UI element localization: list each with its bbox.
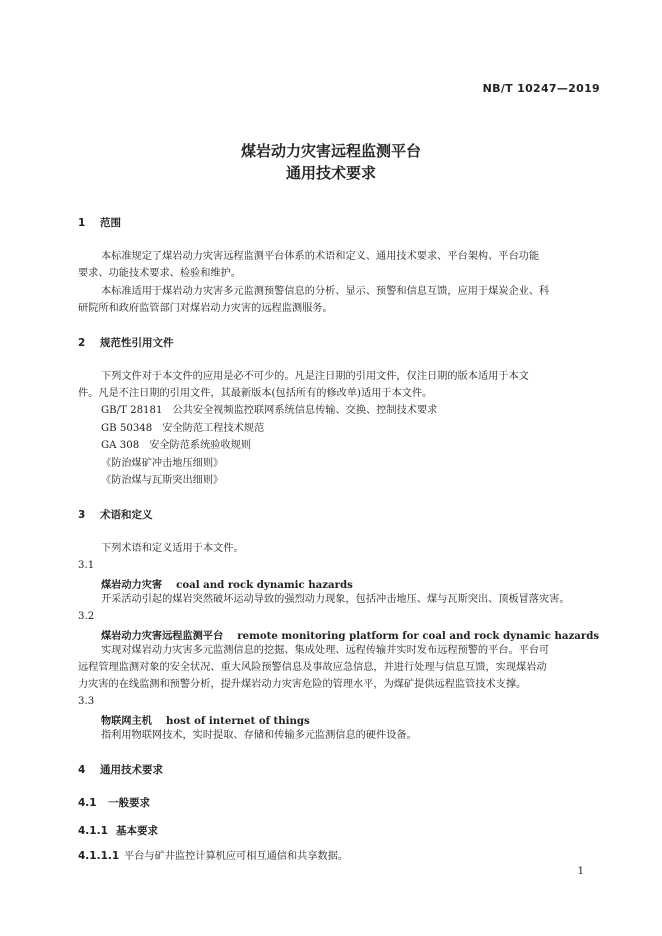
reference-item <box>101 437 251 454</box>
term-en: coal and rock dynamic hazards <box>176 579 353 591</box>
term-en: host of internet of things <box>165 715 310 727</box>
term-3-1 <box>101 576 353 591</box>
term-number: 3.2 <box>78 611 95 622</box>
term-3-3 <box>101 712 310 727</box>
section-4-1-1-heading <box>78 823 158 838</box>
reference-title: 安全防范工程技术规范 <box>162 423 265 434</box>
document-title-line2: 通用技术要求 <box>285 164 376 182</box>
section-title: 一般要求 <box>108 797 150 809</box>
term-number: 3.1 <box>78 560 95 571</box>
term-zh: 煤岩动力灾害远程监测平台 <box>101 631 224 642</box>
s1-paragraph-1-line-1: 本标准规定了煤岩动力灾害远程监测平台体系的术语和定义、通用技术要求、平台架构、平台功能 <box>101 251 540 262</box>
term-definition: 开采活动引起的煤岩突然破坏运动导致的强烈动力现象，包括冲击地压、煤与瓦斯突出、顶板冒落灾害。 <box>101 594 570 605</box>
section-3-heading <box>78 507 153 522</box>
section-number: 4.1.1.1 <box>78 850 120 862</box>
s1-paragraph-1-line-2: 要求、功能技术要求、检验和维护。 <box>78 268 241 279</box>
section-4-heading <box>78 762 163 777</box>
section-4-1-1-1 <box>78 848 348 865</box>
clause-text: 平台与矿井监控计算机应可相互通信和共享数据。 <box>124 851 349 862</box>
term-definition-line-3: 力灾害的在线监测和预警分析，提升煤岩动力灾害危险的管理水平，为煤矿提供远程监管技术支撑。 <box>78 679 527 690</box>
reference-item <box>101 420 264 437</box>
term-en: remote monitoring platform for coal and rock dynamic hazards <box>237 630 600 642</box>
section-1-heading <box>78 215 121 230</box>
section-title: 规范性引用文件 <box>100 337 174 349</box>
s2-paragraph-line-1: 下列文件对于本文件的应用是必不可少的。凡是注日期的引用文件，仅注日期的版本适用于本文 <box>101 371 529 382</box>
s1-paragraph-2-line-2: 研院所和政府监管部门对煤岩动力灾害的远程监测服务。 <box>78 303 333 314</box>
section-number: 4.1 <box>78 797 97 809</box>
section-number: 3 <box>78 509 86 521</box>
section-number: 1 <box>78 217 86 229</box>
s2-paragraph-line-2: 件。凡是不注日期的引用文件，其最新版本(包括所有的修改单)适用于本文件。 <box>78 388 433 399</box>
section-number: 4 <box>78 764 86 776</box>
reference-item <box>101 402 437 419</box>
reference-document: 《防治煤矿冲击地压细则》 <box>101 458 224 469</box>
section-4-1-heading <box>78 795 150 810</box>
section-2-heading <box>78 335 174 350</box>
section-title: 术语和定义 <box>100 509 153 521</box>
document-title-line1: 煤岩动力灾害远程监测平台 <box>240 142 421 160</box>
reference-title: 安全防范系统验收规则 <box>149 440 252 451</box>
term-definition-line-1: 实现对煤岩动力灾害多元监测信息的挖掘、集成处理、远程传输并实时发布远程预警的平台。平台可 <box>101 645 550 656</box>
reference-code: GA 308 <box>101 440 140 451</box>
section-title: 基本要求 <box>116 825 158 837</box>
s3-intro: 下列术语和定义适用于本文件。 <box>101 543 244 554</box>
term-3-2 <box>101 627 599 642</box>
reference-title: 公共安全视频监控联网系统信息传输、交换、控制技术要求 <box>172 405 438 416</box>
reference-code: GB/T 28181 <box>101 405 163 416</box>
section-number: 2 <box>78 337 86 349</box>
term-zh: 物联网主机 <box>101 716 152 727</box>
standard-number: NB/T 10247—2019 <box>482 82 600 95</box>
section-number: 4.1.1 <box>78 825 108 837</box>
term-definition: 指利用物联网技术，实时提取、存储和传输多元监测信息的硬件设备。 <box>101 730 417 741</box>
reference-code: GB 50348 <box>101 423 153 434</box>
term-definition-line-2: 远程管理监测对象的安全状况、重大风险预警信息及事故应急信息，并进行处理与信息互馈，实现煤岩动 <box>78 662 547 673</box>
page-number: 1 <box>577 866 584 877</box>
section-title: 通用技术要求 <box>100 764 163 776</box>
term-zh: 煤岩动力灾害 <box>101 580 163 591</box>
reference-document: 《防治煤与瓦斯突出细则》 <box>101 475 224 486</box>
section-title: 范围 <box>100 217 121 229</box>
term-number: 3.3 <box>78 696 95 707</box>
s1-paragraph-2-line-1: 本标准适用于煤岩动力灾害多元监测预警信息的分析、显示、预警和信息互馈，应用于煤炭企业、科 <box>101 286 550 297</box>
